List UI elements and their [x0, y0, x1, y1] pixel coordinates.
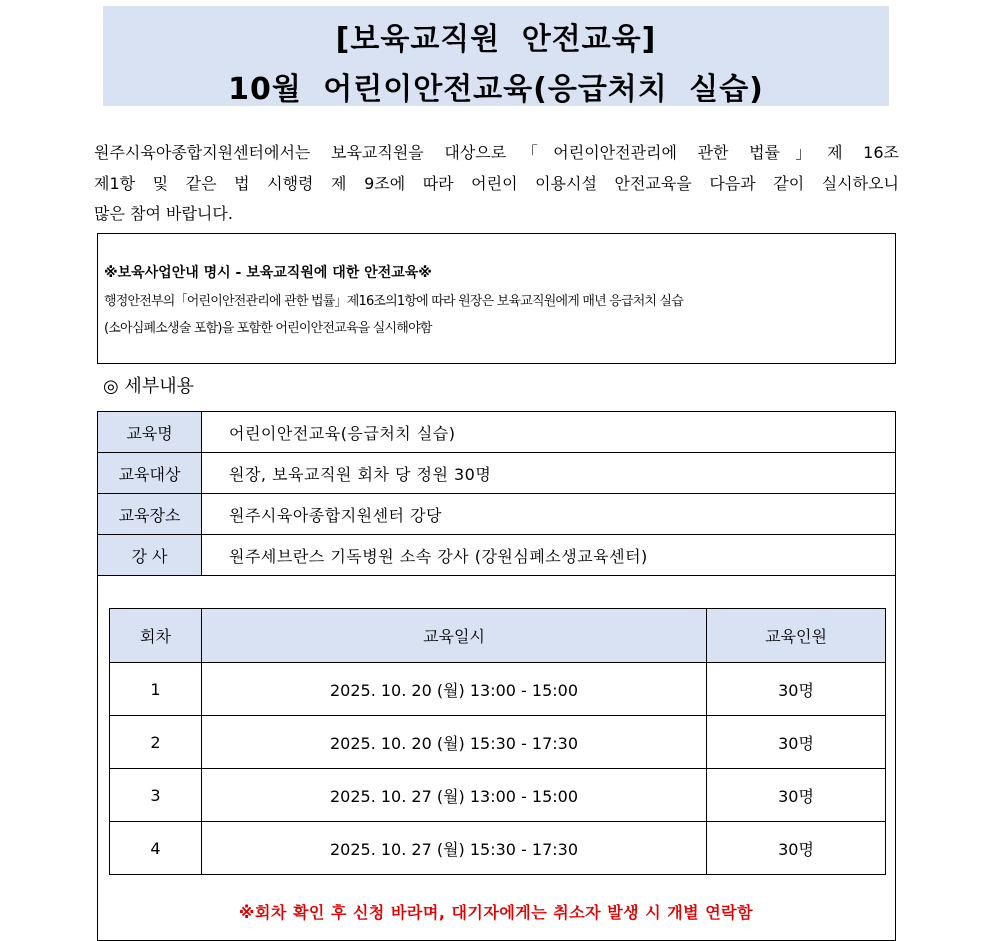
info-label: 강 사 [98, 535, 202, 576]
info-label: 교육장소 [98, 494, 202, 535]
table-row [110, 716, 886, 769]
table-row [110, 769, 886, 822]
datetime-cell: 2025. 10. 27 (월) 15:30 - 17:30 [202, 822, 707, 875]
notice-line-1: 행정안전부의「어린이안전관리에 관한 법률」제16조의1항에 따라 원장은 보육교직원에게 매년 응급처치 실습 [104, 294, 684, 309]
datetime-cell: 2025. 10. 20 (월) 13:00 - 15:00 [202, 663, 707, 716]
capacity-cell: 30명 [707, 716, 886, 769]
title-line-1: [보육교직원 안전교육] [335, 22, 657, 57]
application-note: ※회차 확인 후 신청 바라며, 대기자에게는 취소자 발생 시 개별 연락함 [238, 903, 754, 922]
info-table [97, 411, 896, 576]
info-row [98, 412, 896, 453]
schedule-header-row [110, 609, 886, 663]
table-row [110, 822, 886, 875]
header-capacity: 교육인원 [707, 609, 886, 663]
notice-title: ※보육사업안내 명시 - 보육교직원에 대한 안전교육※ [104, 265, 432, 281]
info-row [98, 453, 896, 494]
section-heading: ◎ 세부내용 [103, 376, 194, 397]
info-value: 원주세브란스 기독병원 소속 강사 (강원심폐소생교육센터) [202, 535, 896, 576]
info-label: 교육대상 [98, 453, 202, 494]
info-row [98, 494, 896, 535]
capacity-cell: 30명 [707, 822, 886, 875]
notice-line-2: (소아심폐소생술 포함)을 포함한 어린이안전교육을 실시해야함 [104, 321, 432, 336]
header-round: 회차 [110, 609, 202, 663]
intro-line-2: 제1항 및 같은 법 시행령 제 9조에 따라 어린이 이용시설 안전교육을 다음과 같이 실시하오니 [94, 174, 899, 193]
info-label: 교육명 [98, 412, 202, 453]
intro-line-3: 많은 참여 바랍니다. [94, 204, 233, 223]
title-banner [103, 6, 889, 106]
capacity-cell: 30명 [707, 663, 886, 716]
datetime-cell: 2025. 10. 27 (월) 13:00 - 15:00 [202, 769, 707, 822]
schedule-table [109, 608, 886, 875]
info-row [98, 535, 896, 576]
intro-line-1: 원주시육아종합지원센터에서는 보육교직원을 대상으로「어린이안전관리에 관한 법률」제 16조 [94, 143, 899, 162]
header-datetime: 교육일시 [202, 609, 707, 663]
info-value: 원주시육아종합지원센터 강당 [202, 494, 896, 535]
info-value: 원장, 보육교직원 회차 당 정원 30명 [202, 453, 896, 494]
datetime-cell: 2025. 10. 20 (월) 15:30 - 17:30 [202, 716, 707, 769]
round-cell: 1 [110, 663, 202, 716]
round-cell: 4 [110, 822, 202, 875]
capacity-cell: 30명 [707, 769, 886, 822]
info-value: 어린이안전교육(응급처치 실습) [202, 412, 896, 453]
title-line-2: 10월 어린이안전교육(응급처치 실습) [228, 72, 764, 107]
round-cell: 3 [110, 769, 202, 822]
round-cell: 2 [110, 716, 202, 769]
notice-box [97, 233, 896, 364]
table-row [110, 663, 886, 716]
